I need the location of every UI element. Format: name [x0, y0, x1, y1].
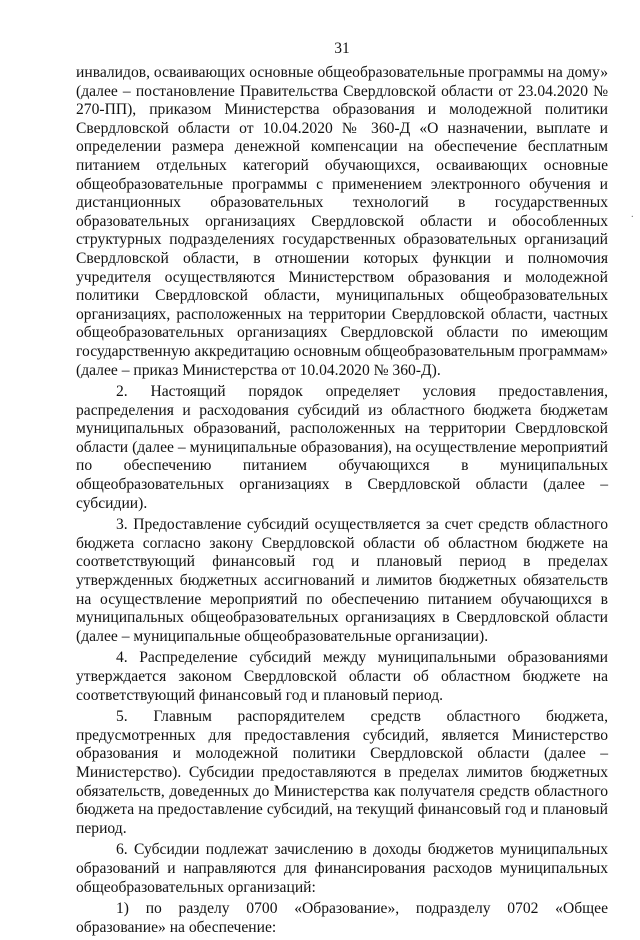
paragraph-2: 2. Настоящий порядок определяет условия предоставления, распределения и расходования субсидий из областного бюджета бюджетам муниципальных образований, расположенных на территории Свердловской области (далее – муниципальные образования), на осуществление мероприятий по обеспечению питанием обучающихся в муниципальных общеобразовательных организациях в Свердловской области (далее – субсидии). — [76, 383, 608, 512]
paragraph-6-item-1: 1) по разделу 0700 «Образование», подразделу 0702 «Общее образование» на обеспечение: — [76, 900, 608, 936]
paragraph-3: 3. Предоставление субсидий осуществляется за счет средств областного бюджета согласно закону Свердловской области об областном бюджете на соответствующий финансовый год и плановый период в пределах утвержденных бюджетных ассигнований и лимитов бюджетных обязательств на осуществление мероприятий по обеспечению питанием обучающихся в муниципальных общеобразовательных организациях в Свердловской области (далее – муниципальные общеобразовательные организации). — [76, 516, 608, 645]
page-number: 31 — [334, 40, 350, 57]
paragraph-4: 4. Распределение субсидий между муниципальными образованиями утверждается законом Свердловской области об областном бюджете на соответствующий финансовый год и плановый период. — [76, 649, 608, 704]
document-body — [76, 64, 608, 940]
paragraph-continuation: инвалидов, осваивающих основные общеобразовательные программы на дому» (далее – постановление Правительства Свердловской области от 23.04.2020 № 270-ПП), приказом Министерства образования и молодежной политики Свердловской области от 10.04.2020 № 360-Д «О назначении, выплате и определении размера денежной компенсации на обеспечение бесплатным питанием отдельных категорий обучающихся, осваивающих основные общеобразовательные программы с применением электронного обучения и дистанционных образовательных технологий в государственных образовательных организациях Свердловской области и обособленных структурных подразделениях государственных образовательных организаций Свердловской области, в отношении которых функции и полномочия учредителя осуществляются Министерством образования и молодежной политики Свердловской области, муниципальных общеобразовательных организациях, расположенных на территории Свердловской области, частных общеобразовательных организациях Свердловской области по имеющим государственную аккредитацию основным общеобразовательным программам» (далее – приказ Министерства от 10.04.2020 № 360-Д). — [76, 64, 609, 379]
paragraph-6: 6. Субсидии подлежат зачислению в доходы бюджетов муниципальных образований и направляются для финансирования расходов муниципальных общеобразовательных организаций: — [76, 841, 608, 896]
margin-mark-icon: · — [630, 212, 634, 223]
paragraph-5: 5. Главным распорядителем средств областного бюджета, предусмотренных для предоставления субсидий, является Министерство образования и молодежной политики Свердловской области (далее – Министерство). Субсидии предоставляются в пределах лимитов бюджетных обязательств, доведенных до Министерства как получателя средств областного бюджета на предоставление субсидий, на текущий финансовый год и плановый период. — [76, 708, 608, 837]
